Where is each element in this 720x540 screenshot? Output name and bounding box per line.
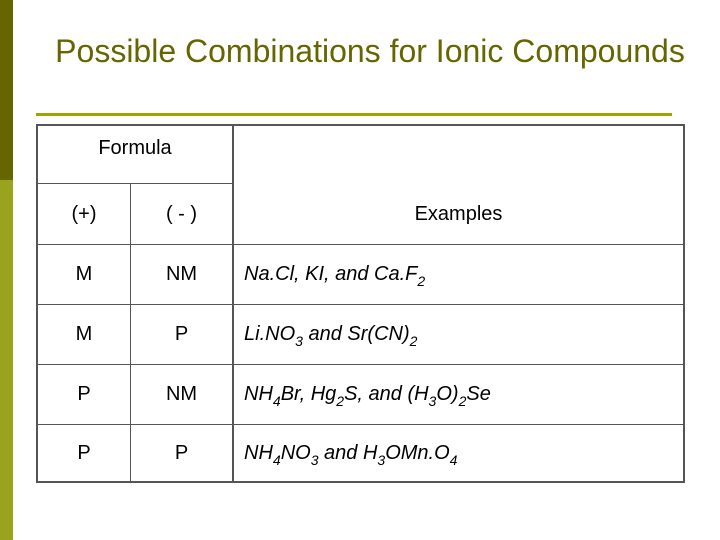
formula-text: NO [280,441,311,464]
anion-header: ( - ) [165,202,198,225]
formula-subscript: 2 [336,393,345,409]
formula-subscript: 2 [409,333,418,349]
examples-text [244,323,418,349]
formula-subscript: 3 [310,451,319,468]
combinations-table [36,124,685,483]
row-1-cation: M [75,263,93,285]
formula-subscript: 3 [295,333,303,349]
formula-subscript: 4 [272,393,281,409]
row-2-cation: M [75,323,93,345]
row-4-anion: P [174,441,189,464]
formula-header: Formula [98,136,172,159]
formula-subscript: 3 [428,393,437,409]
title-underline [36,113,672,116]
formula-text: Na.Cl, KI, and Ca.F [244,263,418,285]
formula-text: O) [436,383,459,405]
row-3-cation: P [77,383,91,405]
row-3-examples [244,365,679,424]
formula-text: Li.NO [244,323,296,345]
row-3-anion: NM [165,383,198,405]
row-2-anion: P [174,323,189,345]
row-4-examples [244,425,679,481]
examples-header: Examples [414,202,503,225]
formula-text: and Sr(CN) [302,323,410,345]
formula-subscript: 2 [458,393,467,409]
formula-text: NH [244,441,273,464]
accent-bar-top [0,0,13,180]
row-2-examples [244,305,679,364]
formula-subscript: 4 [449,451,458,468]
formula-text: OMn.O [385,441,450,464]
formula-subscript: 4 [272,451,281,468]
examples-text [244,383,491,409]
examples-text [244,441,458,468]
examples-text [244,263,426,289]
formula-text: NH [244,383,273,405]
formula-text: Br, Hg [280,383,337,405]
cation-header: (+) [71,202,97,225]
accent-bar-bottom [0,180,13,540]
row-1-examples [244,245,679,304]
formula-text: S, and (H [344,383,429,405]
formula-subscript: 3 [377,451,386,468]
row-4-cation: P [77,441,91,464]
row-1-anion: NM [165,263,198,285]
formula-subscript: 2 [417,273,426,289]
formula-text: and H [318,441,378,464]
formula-text: Se [466,383,491,405]
slide-title: Possible Combinations for Ionic Compounds [55,33,685,69]
